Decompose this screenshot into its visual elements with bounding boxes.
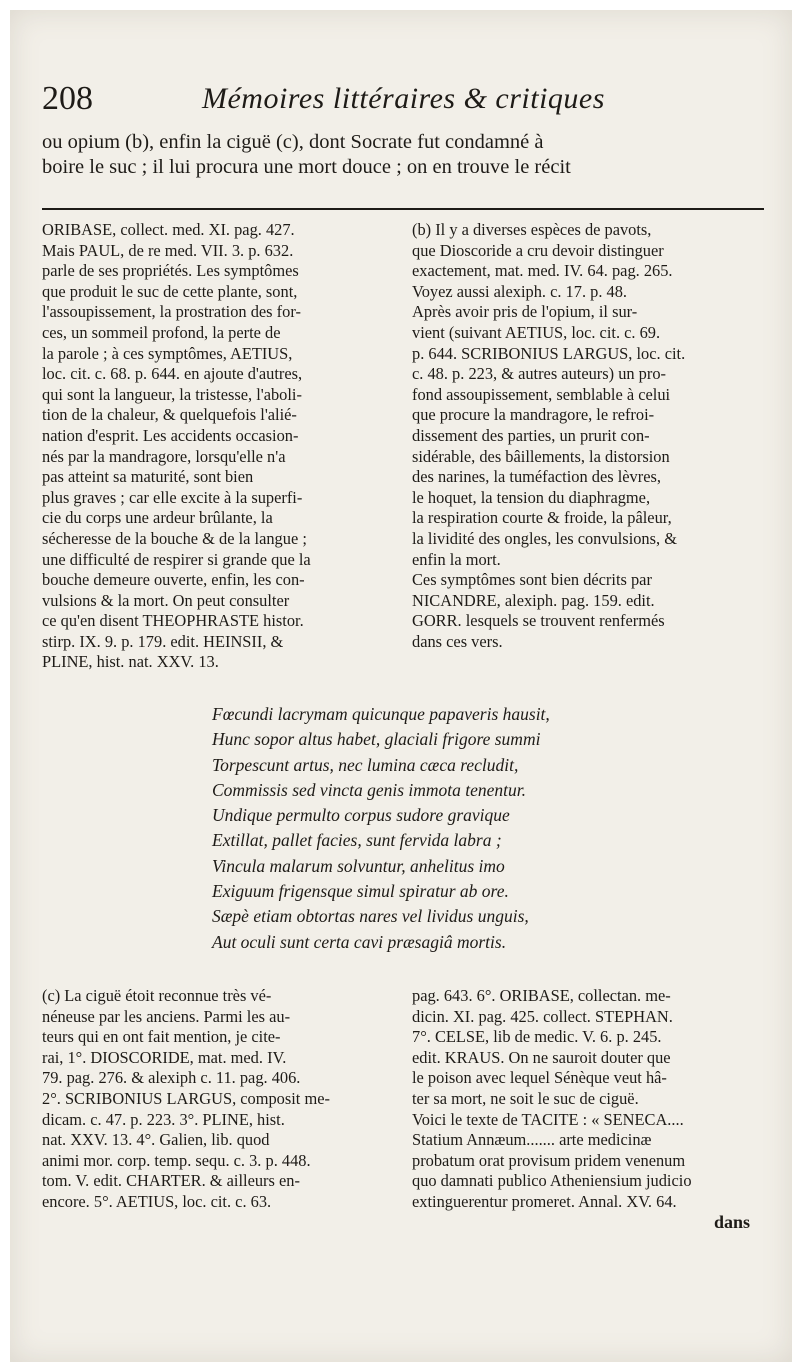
footnote-line: loc. cit. c. 68. p. 644. en ajoute d'autres, [42,364,303,384]
footnote-line: exactement, mat. med. IV. 64. pag. 265. [412,261,673,281]
main-text-line: ou opium (b), enfin la ciguë (c), dont Socrate fut condamné à [42,131,544,153]
footnote-line: edit. KRAUS. On ne sauroit douter que [412,1047,671,1067]
footnote-line: ter sa mort, ne soit le suc de ciguë. [412,1088,639,1108]
footnote-line: Mais PAUL, de re med. VII. 3. p. 632. [42,240,294,260]
footnote-line: p. 644. SCRIBONIUS LARGUS, loc. cit. [412,343,686,363]
footnote-line: Après avoir pris de l'opium, il sur- [412,302,638,322]
footnote-line: extinguerentur promeret. Annal. XV. 64. [412,1191,677,1211]
footnote-c-column-right [412,986,767,1213]
footnote-line: vulsions & la mort. On peut consulter [42,590,290,610]
verse-line: Undique permulto corpus sudore gravique [212,805,510,826]
footnote-line: 2°. SCRIBONIUS LARGUS, composit me- [42,1088,330,1108]
footnote-line: PLINE, hist. nat. XXV. 13. [42,652,219,672]
running-header [42,80,772,130]
footnote-column-right [412,220,767,652]
verse-line: Vincula malarum solvuntur, anhelitus imo [212,855,505,876]
footnote-separator-rule [42,208,764,210]
latin-verse-quotation [212,702,772,955]
footnote-line: GORR. lesquels se trouvent renfermés [412,611,665,631]
footnote-line: que procure la mandragore, le refroi- [412,405,655,425]
footnote-line: quo damnati publico Atheniensium judicio [412,1171,692,1191]
main-text [42,130,772,180]
footnote-c-column-left [42,986,394,1213]
footnote-line: dicam. c. 47. p. 223. 3°. PLINE, hist. [42,1109,285,1129]
footnote-line: nat. XXV. 13. 4°. Galien, lib. quod [42,1130,270,1150]
footnote-line: le poison avec lequel Sénèque veut hâ- [412,1068,667,1088]
footnote-line: rai, 1°. DIOSCORIDE, mat. med. IV. [42,1047,287,1067]
footnote-line: dissement des parties, un prurit con- [412,425,650,445]
footnote-line: dans ces vers. [412,631,503,651]
footnote-line: dicin. XI. pag. 425. collect. STEPHAN. [412,1006,673,1026]
footnote-line: une difficulté de respirer si grande que la [42,549,311,569]
verse-line: Extillat, pallet facies, sunt fervida labra ; [212,830,502,851]
footnote-line: qui sont la langueur, la tristesse, l'aboli- [42,384,302,404]
footnote-line: nation d'esprit. Les accidents occasion- [42,425,299,445]
footnote-line: la respiration courte & froide, la pâleur, [412,508,672,528]
footnote-line: probatum orat provisum pridem venenum [412,1150,686,1170]
footnote-line: Statium Annæum....... arte medicinæ [412,1130,652,1150]
footnote-line: NICANDRE, alexiph. pag. 159. edit. [412,590,655,610]
footnote-line: l'assoupissement, la prostration des for- [42,302,301,322]
footnote-line: tion de la chaleur, & quelquefois l'alié- [42,405,297,425]
footnote-line: Ces symptômes sont bien décrits par [412,570,652,590]
footnote-line: ORIBASE, collect. med. XI. pag. 427. [42,220,295,239]
verse-line: Torpescunt artus, nec lumina cæca recludit, [212,754,519,775]
footnote-line: stirp. IX. 9. p. 179. edit. HEINSII, & [42,631,284,651]
footnote-line: cie du corps une ardeur brûlante, la [42,508,273,528]
footnote-line: parle de ses propriétés. Les symptômes [42,261,299,281]
verse-line: Commissis sed vincta genis immota tenentur. [212,779,527,800]
footnote-line: fond assoupissement, semblable à celui [412,384,671,404]
footnote-line: sidérable, des bâillements, la distorsion [412,446,670,466]
footnote-line: vient (suivant AETIUS, loc. cit. c. 69. [412,322,661,342]
footnote-line: la parole ; à ces symptômes, AETIUS, [42,343,293,363]
footnote-line: pag. 643. 6°. ORIBASE, collectan. me- [412,986,671,1005]
page-number: 208 [42,80,93,117]
footnote-line: sécheresse de la bouche & de la langue ; [42,528,307,548]
footnote-line: ces, un sommeil profond, la perte de [42,322,281,342]
footnote-line: tom. V. edit. CHARTER. & ailleurs en- [42,1171,300,1191]
footnote-line: néneuse par les anciens. Parmi les au- [42,1006,291,1026]
verse-line: Sæpè etiam obtortas nares vel lividus unguis, [212,906,529,927]
footnote-line: enfin la mort. [412,549,501,569]
verse-line: Hunc sopor altus habet, glaciali frigore summi [212,729,541,750]
footnote-line: (c) La ciguë étoit reconnue très vé- [42,986,272,1005]
footnote-line: plus graves ; car elle excite à la superfi- [42,487,303,507]
footnote-line: animi mor. corp. temp. sequ. c. 3. p. 448. [42,1150,311,1170]
footnote-line: 79. pag. 276. & alexiph c. 11. pag. 406. [42,1068,301,1088]
footnote-line: encore. 5°. AETIUS, loc. cit. c. 63. [42,1191,272,1211]
verse-line: Fœcundi lacrymam quicunque papaveris hausit, [212,704,550,724]
footnote-line: Voyez aussi alexiph. c. 17. p. 48. [412,281,628,301]
running-title: Mémoires littéraires & critiques [202,82,605,115]
footnote-line: que Dioscoride a cru devoir distinguer [412,240,664,260]
footnote-column-left [42,220,394,673]
footnote-line: (b) Il y a diverses espèces de pavots, [412,220,652,239]
footnote-line: des narines, la tuméfaction des lèvres, [412,467,661,487]
footnote-line: ce qu'en disent THEOPHRASTE histor. [42,611,304,631]
main-text-line: boire le suc ; il lui procura une mort douce ; on en trouve le récit [42,156,571,178]
footnote-line: c. 48. p. 223, & autres auteurs) un pro- [412,364,666,384]
catchword: dans [714,1212,751,1232]
footnote-line: pas atteint sa maturité, sont bien [42,467,254,487]
footnote-line: 7°. CELSE, lib de medic. V. 6. p. 245. [412,1027,662,1047]
footnote-line: la lividité des ongles, les convulsions, & [412,528,677,548]
footnote-line: Voici le texte de TACITE : « SENECA.... [412,1109,684,1129]
footnote-line: nés par la mandragore, lorsqu'elle n'a [42,446,286,466]
footnote-line: le hoquet, la tension du diaphragme, [412,487,651,507]
footnote-line: teurs qui en ont fait mention, je cite- [42,1027,281,1047]
verse-line: Aut oculi sunt certa cavi præsagiâ mortis. [212,931,507,952]
verse-line: Exiguum frigensque simul spiratur ab ore. [212,881,509,902]
footnote-line: que produit le suc de cette plante, sont, [42,281,298,301]
footnote-line: bouche demeure ouverte, enfin, les con- [42,570,305,590]
